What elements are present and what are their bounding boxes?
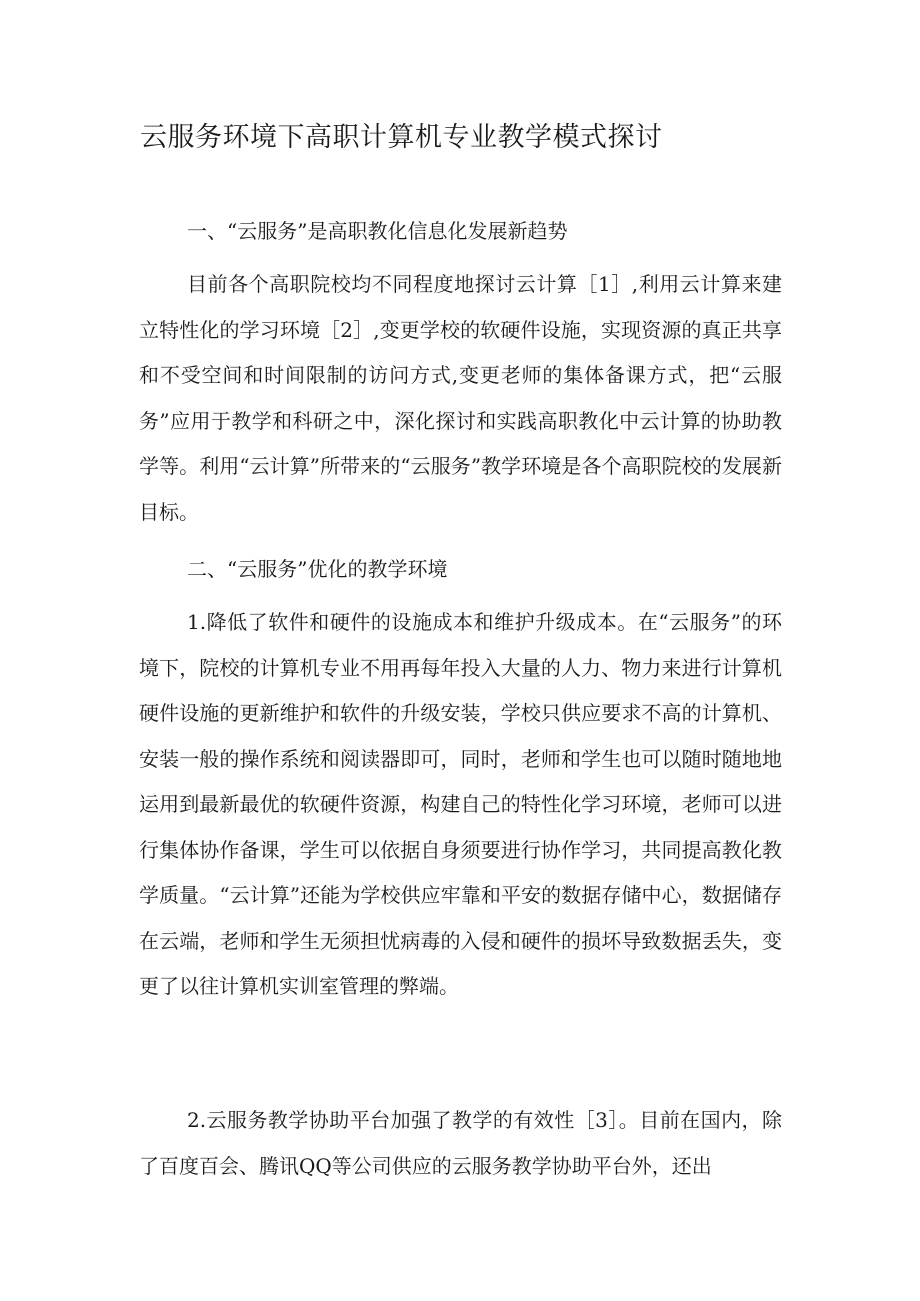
paragraph-1: 目前各个高职院校均不同程度地探讨云计算［1］,利用云计算来建立特性化的学习环境［2］,变更学校的软硬件设施，实现资源的真正共享和不受空间和时间限制的访问方式,变更老师的集体备课方式，把“云服务”应用于教学和科研之中，深化探讨和实践高职教化中云计算的协助教学等。利用“云计算”所带来的“云服务”教学环境是各个高职院校的发展新目标。 (139, 272, 782, 524)
section-heading-2: 二、“云服务”优化的教学环境 (187, 557, 448, 581)
section-heading-1: 一、“云服务”是高职教化信息化发展新趋势 (187, 219, 568, 243)
document-title: 云服务环境下高职计算机专业教学模式探讨 (140, 122, 663, 153)
paragraph-3: 2.云服务教学协助平台加强了教学的有效性［3］。目前在国内，除了百度百会、腾讯QQ等公司供应的云服务教学协助平台外，还出 (139, 1108, 782, 1178)
paragraph-2: 1.降低了软件和硬件的设施成本和维护升级成本。在“云服务”的环境下，院校的计算机专业不用再每年投入大量的人力、物力来进行计算机硬件设施的更新维护和软件的升级安装，学校只供应要求不高的计算机、安装一般的操作系统和阅读器即可，同时，老师和学生也可以随时随地地运用到最新最优的软硬件资源，构建自己的特性化学习环境，老师可以进行集体协作备课，学生可以依据自身须要进行协作学习，共同提高教化教学质量。“云计算”还能为学校供应牢靠和平安的数据存储中心，数据储存在云端，老师和学生无须担忧病毒的入侵和硬件的损坏导致数据丢失，变更了以往计算机实训室管理的弊端。 (139, 610, 782, 998)
